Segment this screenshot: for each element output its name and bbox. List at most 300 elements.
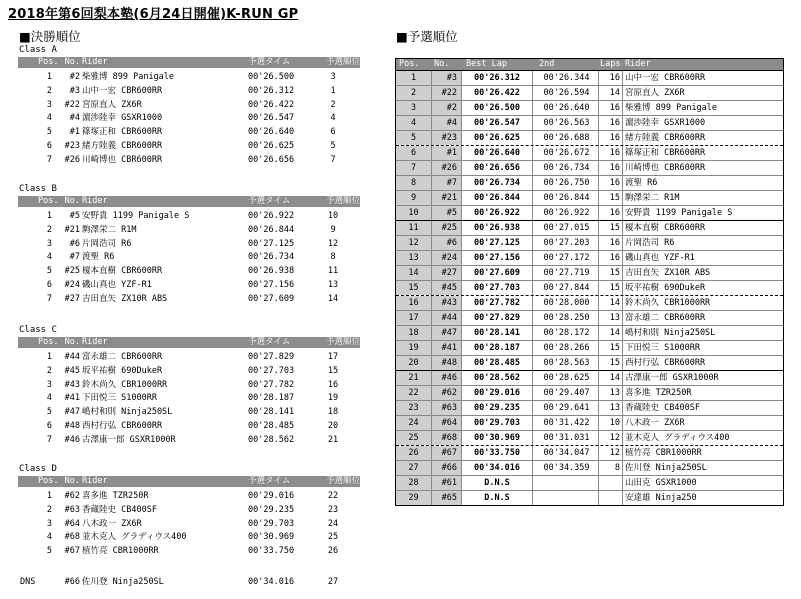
qual-row [396, 400, 783, 415]
final-rider: 富永雄二 CBR600RR [82, 352, 163, 362]
class-label: Class A [19, 45, 57, 55]
final-row [18, 544, 360, 558]
qual-rider: 緒方陸義 CBR600RR [625, 133, 706, 143]
qual-rider: 山中一宏 CBR600RR [625, 73, 706, 83]
qual-second: 00'34.359 [535, 461, 599, 475]
qual-pos: 16 [396, 296, 432, 310]
final-row [18, 405, 360, 419]
final-header-pos: Pos. [38, 57, 59, 67]
final-rider: 川崎博也 CBR600RR [82, 154, 163, 165]
qual-best: 00'26.500 [462, 101, 533, 115]
final-rank: 20 [327, 421, 339, 431]
qual-best: 00'28.141 [462, 326, 533, 340]
qual-best: D.N.S [462, 491, 533, 505]
qual-row [396, 370, 783, 385]
qual-row [396, 205, 783, 220]
qual-rider: 磯山真也 YZF-R1 [625, 253, 695, 263]
final-pos: 2 [46, 224, 52, 235]
final-rider: 渡聖 R6 [82, 252, 115, 263]
final-no: #41 [64, 393, 80, 404]
dns-time: 00'34.016 [248, 577, 295, 587]
qual-row [396, 130, 783, 145]
qual-rider: 喜多進 TZR250R [625, 388, 692, 398]
final-row [18, 223, 360, 237]
final-time: 00'26.922 [248, 211, 295, 221]
final-rank: 7 [330, 154, 336, 165]
qual-best: 00'27.829 [462, 311, 533, 325]
final-rank: 19 [327, 393, 339, 404]
final-time: 00'28.562 [248, 434, 295, 445]
final-no: #7 [69, 252, 80, 263]
qual-no: #64 [432, 416, 462, 430]
qual-second: 00'26.563 [535, 116, 599, 130]
qual-laps: 15 [600, 341, 623, 355]
final-rider: 篠塚正和 CBR600RR [82, 127, 163, 138]
final-pos: 5 [46, 266, 52, 277]
final-time: 00'27.609 [248, 293, 295, 304]
qual-laps: 13 [600, 311, 623, 325]
qual-second: 00'28.266 [535, 341, 599, 355]
final-time: 00'27.125 [248, 238, 295, 249]
final-row [18, 292, 360, 306]
qual-best: 00'26.422 [462, 86, 533, 100]
final-time: 00'26.656 [248, 154, 295, 165]
qual-header-best: Best Lap [466, 59, 507, 69]
final-rank: 12 [327, 238, 339, 249]
final-rider: 濵渉陸幸 GSXR1000 [82, 113, 163, 124]
final-rank: 24 [327, 518, 339, 529]
qual-no: #7 [432, 176, 462, 190]
final-time: 00'28.187 [248, 393, 295, 404]
final-header-rank: 予選順位 [326, 57, 361, 67]
qual-pos: 4 [396, 116, 432, 130]
qual-second: 00'29.641 [535, 401, 599, 415]
qual-rider: 植竹亮 CBR1000RR [625, 448, 702, 458]
qual-rider: 西村行弘 CBR600RR [625, 358, 706, 368]
final-row [18, 530, 360, 544]
final-no: #27 [64, 293, 80, 304]
final-rider: 並木克人 グラディウス400 [82, 532, 187, 543]
final-rank: 1 [330, 85, 336, 96]
qual-laps: 16 [600, 131, 623, 145]
final-row [18, 419, 360, 433]
final-no: #45 [64, 365, 80, 376]
qual-no: #43 [432, 296, 462, 310]
final-rider: 嶋村和則 Ninja250SL [82, 407, 173, 418]
final-row [18, 98, 360, 112]
qual-second: 00'26.640 [535, 101, 599, 115]
qual-best: 00'27.609 [462, 266, 533, 280]
qual-pos: 10 [396, 206, 432, 220]
final-time: 00'26.500 [248, 72, 295, 82]
final-pos: 5 [46, 407, 52, 418]
final-no: #47 [64, 407, 80, 418]
qual-no: #47 [432, 326, 462, 340]
qual-best: 00'26.734 [462, 176, 533, 190]
final-header-time: 予選タイム [248, 476, 291, 486]
qual-second: 00'28.563 [535, 356, 599, 370]
qual-rider: 駒澤栄二 R1M [625, 193, 680, 203]
qual-row [396, 250, 783, 265]
page-title: 2018年第6回梨本塾(6月24日開催)K-RUN GP [8, 7, 299, 22]
final-row [18, 209, 360, 223]
final-rider: 山中一宏 CBR600RR [82, 85, 163, 96]
qual-best: 00'26.625 [462, 131, 533, 145]
qual-header-pos: Pos. [399, 59, 420, 69]
qual-no: #1 [432, 146, 462, 160]
final-row [18, 84, 360, 98]
qual-pos: 26 [396, 446, 432, 460]
final-header-rank: 予選順位 [326, 196, 361, 206]
qual-pos: 25 [396, 431, 432, 445]
qual-pos: 20 [396, 356, 432, 370]
final-rider: 駒澤栄二 R1M [82, 224, 137, 235]
qual-rider: 坂平祐樹 690DukeR [625, 283, 706, 293]
qual-no: #27 [432, 266, 462, 280]
final-pos: 6 [46, 421, 52, 431]
qual-row [396, 445, 783, 460]
final-no: #44 [64, 352, 80, 362]
qual-no: #25 [432, 221, 462, 235]
final-rider: 香蔵陸史 CB400SF [82, 504, 157, 515]
qual-no: #61 [432, 476, 462, 490]
qual-no: #23 [432, 131, 462, 145]
final-row [18, 350, 360, 364]
qual-no: #63 [432, 401, 462, 415]
final-header-no: No. [64, 476, 80, 486]
final-time: 00'28.141 [248, 407, 295, 418]
qual-row [396, 280, 783, 295]
final-rider: 古澤康一郎 GSXR1000R [82, 434, 176, 445]
final-no: #62 [64, 491, 80, 501]
final-time: 00'26.547 [248, 113, 295, 124]
final-pos: 4 [46, 532, 52, 543]
qual-row [396, 340, 783, 355]
qual-laps: 14 [600, 86, 623, 100]
qual-best: 00'26.656 [462, 161, 533, 175]
qual-second: 00'27.172 [535, 251, 599, 265]
qual-pos: 15 [396, 281, 432, 295]
qual-rider: 川崎博也 CBR600RR [625, 163, 706, 173]
qual-laps: 14 [600, 326, 623, 340]
final-time: 00'27.829 [248, 352, 295, 362]
qual-laps: 16 [600, 236, 623, 250]
qual-best: 00'26.547 [462, 116, 533, 130]
qual-header-no: No. [434, 59, 450, 69]
final-no: #63 [64, 504, 80, 515]
qual-laps [600, 476, 623, 490]
qual-second: 00'27.203 [535, 236, 599, 250]
qual-pos: 14 [396, 266, 432, 280]
final-row [18, 153, 360, 167]
final-header-rider: Rider [82, 476, 108, 486]
qual-second: 00'28.250 [535, 311, 599, 325]
final-time: 00'27.782 [248, 379, 295, 390]
final-time: 00'26.625 [248, 141, 295, 151]
qual-laps: 13 [600, 386, 623, 400]
qual-laps: 16 [600, 161, 623, 175]
qual-no: #68 [432, 431, 462, 445]
final-no: #2 [69, 72, 80, 82]
final-time: 00'29.016 [248, 491, 295, 501]
dns-row [18, 575, 360, 589]
final-pos: 3 [46, 379, 52, 390]
qual-second: 00'27.015 [535, 221, 599, 235]
qual-row [396, 295, 783, 310]
final-rank: 13 [327, 280, 339, 290]
final-pos: 7 [46, 154, 52, 165]
final-header [18, 57, 360, 68]
qual-best: 00'28.562 [462, 371, 533, 385]
final-rank: 18 [327, 407, 339, 418]
qual-row [396, 190, 783, 205]
qual-rider: 榎本直樹 CBR600RR [625, 223, 706, 233]
final-no: #68 [64, 532, 80, 543]
class-label: Class B [19, 184, 57, 194]
final-no: #4 [69, 113, 80, 124]
final-header [18, 196, 360, 207]
qual-second: 00'26.844 [535, 191, 599, 205]
qual-laps: 14 [600, 296, 623, 310]
qual-row [396, 175, 783, 190]
final-pos: 1 [46, 211, 52, 221]
qual-rider: 嶋村和則 Ninja250SL [625, 328, 716, 338]
final-rank: 2 [330, 99, 336, 110]
qual-no: #46 [432, 371, 462, 385]
qual-pos: 1 [396, 71, 432, 85]
qual-laps: 16 [600, 116, 623, 130]
qual-second: 00'34.047 [535, 446, 599, 460]
final-no: #24 [64, 280, 80, 290]
qual-laps: 12 [600, 431, 623, 445]
qual-row [396, 460, 783, 475]
dns-rider: 佐川登 Ninja250SL [82, 577, 164, 587]
qual-pos: 9 [396, 191, 432, 205]
qual-rider: 宮原直人 ZX6R [625, 88, 685, 98]
qual-pos: 6 [396, 146, 432, 160]
qualifying-table [395, 58, 784, 506]
final-no: #46 [64, 434, 80, 445]
final-pos: 2 [46, 365, 52, 376]
qual-best: 00'27.156 [462, 251, 533, 265]
final-no: #67 [64, 546, 80, 557]
final-no: #1 [69, 127, 80, 138]
final-row [18, 391, 360, 405]
final-time: 00'26.312 [248, 85, 295, 96]
final-no: #6 [69, 238, 80, 249]
final-rider: 喜多進 TZR250R [82, 491, 149, 501]
qual-rider: 安野貴 1199 Panigale S [625, 208, 733, 218]
final-rank: 8 [330, 252, 336, 263]
final-row [18, 139, 360, 153]
class-label: Class D [19, 464, 57, 474]
qual-rider: 渡聖 R6 [625, 178, 658, 188]
qual-second [535, 476, 599, 490]
final-time: 00'26.844 [248, 224, 295, 235]
final-rider: 植竹亮 CBR1000RR [82, 546, 159, 557]
qual-best: 00'28.485 [462, 356, 533, 370]
final-rider: 榎本直樹 CBR600RR [82, 266, 163, 277]
final-row [18, 364, 360, 378]
qual-rider: 安達雄 Ninja250 [625, 493, 697, 503]
qual-pos: 29 [396, 491, 432, 505]
qual-second: 00'26.734 [535, 161, 599, 175]
final-rank: 22 [327, 491, 339, 501]
qual-no: #62 [432, 386, 462, 400]
final-header-rider: Rider [82, 337, 108, 347]
qual-row [396, 355, 783, 370]
final-rider: 吉田直矢 ZX10R ABS [82, 293, 168, 304]
qual-header-rider: Rider [625, 59, 651, 69]
qual-second: 00'26.750 [535, 176, 599, 190]
final-header-time: 予選タイム [248, 196, 291, 206]
final-header-no: No. [64, 57, 80, 67]
qual-rider: 並木克人 グラディウス400 [625, 433, 730, 443]
final-pos: 3 [46, 238, 52, 249]
qualifying-header [396, 59, 783, 70]
final-rank: 23 [327, 504, 339, 515]
qual-second: 00'26.672 [535, 146, 599, 160]
qual-best: 00'27.782 [462, 296, 533, 310]
qual-no: #6 [432, 236, 462, 250]
qual-laps: 13 [600, 401, 623, 415]
final-time: 00'26.938 [248, 266, 295, 277]
qual-rider: 吉田直矢 ZX10R ABS [625, 268, 711, 278]
qual-rider: 鈴木尚久 CBR1000RR [625, 298, 711, 308]
final-time: 00'27.156 [248, 280, 295, 290]
final-pos: 1 [46, 491, 52, 501]
final-header-rank: 予選順位 [326, 476, 361, 486]
final-header-rank: 予選順位 [326, 337, 361, 347]
final-time: 00'28.485 [248, 421, 295, 431]
qual-row [396, 430, 783, 445]
qual-row [396, 115, 783, 130]
final-rank: 4 [330, 113, 336, 124]
qual-pos: 22 [396, 386, 432, 400]
qual-laps: 16 [600, 71, 623, 85]
qual-pos: 12 [396, 236, 432, 250]
qual-row [396, 415, 783, 430]
final-rank: 16 [327, 379, 339, 390]
final-row [18, 278, 360, 292]
qual-second: 00'31.422 [535, 416, 599, 430]
final-no: #3 [69, 85, 80, 96]
final-row [18, 237, 360, 251]
final-header-rider: Rider [82, 196, 108, 206]
qual-rider: 佐川登 Ninja250SL [625, 463, 707, 473]
qual-pos: 11 [396, 221, 432, 235]
final-row [18, 433, 360, 447]
qual-best: 00'30.969 [462, 431, 533, 445]
qual-second: 00'26.344 [535, 71, 599, 85]
qual-no: #3 [432, 71, 462, 85]
qual-second: 00'27.719 [535, 266, 599, 280]
qual-row [396, 265, 783, 280]
qual-second: 00'26.688 [535, 131, 599, 145]
qual-laps: 16 [600, 176, 623, 190]
qual-pos: 23 [396, 401, 432, 415]
final-header-no: No. [64, 337, 80, 347]
final-pos: 4 [46, 113, 52, 124]
qual-pos: 3 [396, 101, 432, 115]
final-rider: 西村行弘 CBR600RR [82, 421, 163, 431]
qual-best: 00'27.703 [462, 281, 533, 295]
qual-pos: 17 [396, 311, 432, 325]
qual-rider: 柴雅博 899 Panigale [625, 103, 718, 113]
qual-best: 00'26.312 [462, 71, 533, 85]
qual-row [396, 235, 783, 250]
qual-second: 00'28.625 [535, 371, 599, 385]
qual-best: 00'26.938 [462, 221, 533, 235]
final-row [18, 125, 360, 139]
final-no: #5 [69, 211, 80, 221]
final-pos: 4 [46, 393, 52, 404]
qual-row [396, 325, 783, 340]
qual-second: 00'26.594 [535, 86, 599, 100]
qual-second [535, 491, 599, 505]
final-pos: 4 [46, 252, 52, 263]
qual-no: #21 [432, 191, 462, 205]
final-rider: 宮原直人 ZX6R [82, 99, 142, 110]
final-time: 00'30.969 [248, 532, 295, 543]
qual-pos: 2 [396, 86, 432, 100]
final-time: 00'26.734 [248, 252, 295, 263]
qual-second: 00'26.922 [535, 206, 599, 220]
qual-rider: 香蔵陸史 CB400SF [625, 403, 700, 413]
final-header-rider: Rider [82, 57, 108, 67]
final-row [18, 111, 360, 125]
final-pos: 5 [46, 127, 52, 138]
qual-laps: 16 [600, 146, 623, 160]
final-row [18, 517, 360, 531]
final-header-no: No. [64, 196, 80, 206]
final-time: 00'29.703 [248, 518, 295, 529]
final-header-pos: Pos. [38, 337, 59, 347]
qual-laps: 15 [600, 281, 623, 295]
qual-no: #44 [432, 311, 462, 325]
final-rider: 柴雅博 899 Panigale [82, 72, 175, 82]
qual-pos: 7 [396, 161, 432, 175]
final-pos: 3 [46, 99, 52, 110]
final-rider: 鈴木尚久 CBR1000RR [82, 379, 168, 390]
qual-no: #65 [432, 491, 462, 505]
final-rider: 磯山真也 YZF-R1 [82, 280, 152, 290]
qual-best: 00'26.922 [462, 206, 533, 220]
qual-best: 00'28.187 [462, 341, 533, 355]
final-header-time: 予選タイム [248, 57, 291, 67]
final-no: #43 [64, 379, 80, 390]
final-no: #21 [64, 224, 80, 235]
qual-second: 00'28.000 [535, 296, 599, 310]
qual-laps: 10 [600, 416, 623, 430]
final-no: #64 [64, 518, 80, 529]
qual-best: D.N.S [462, 476, 533, 490]
final-rider: 八木政一 ZX6R [82, 518, 142, 529]
final-pos: 7 [46, 434, 52, 445]
dns-pos: DNS [20, 577, 36, 587]
qual-no: #24 [432, 251, 462, 265]
qual-rider: 片岡浩司 R6 [625, 238, 675, 248]
qual-rider: 下田悦三 S1000RR [625, 343, 700, 353]
qual-second: 00'27.844 [535, 281, 599, 295]
final-no: #25 [64, 266, 80, 277]
qual-row [396, 310, 783, 325]
final-section-title: ■決勝順位 [19, 29, 81, 44]
final-pos: 1 [46, 72, 52, 82]
qual-second: 00'28.172 [535, 326, 599, 340]
qual-row [396, 70, 783, 85]
final-rank: 26 [327, 546, 339, 557]
